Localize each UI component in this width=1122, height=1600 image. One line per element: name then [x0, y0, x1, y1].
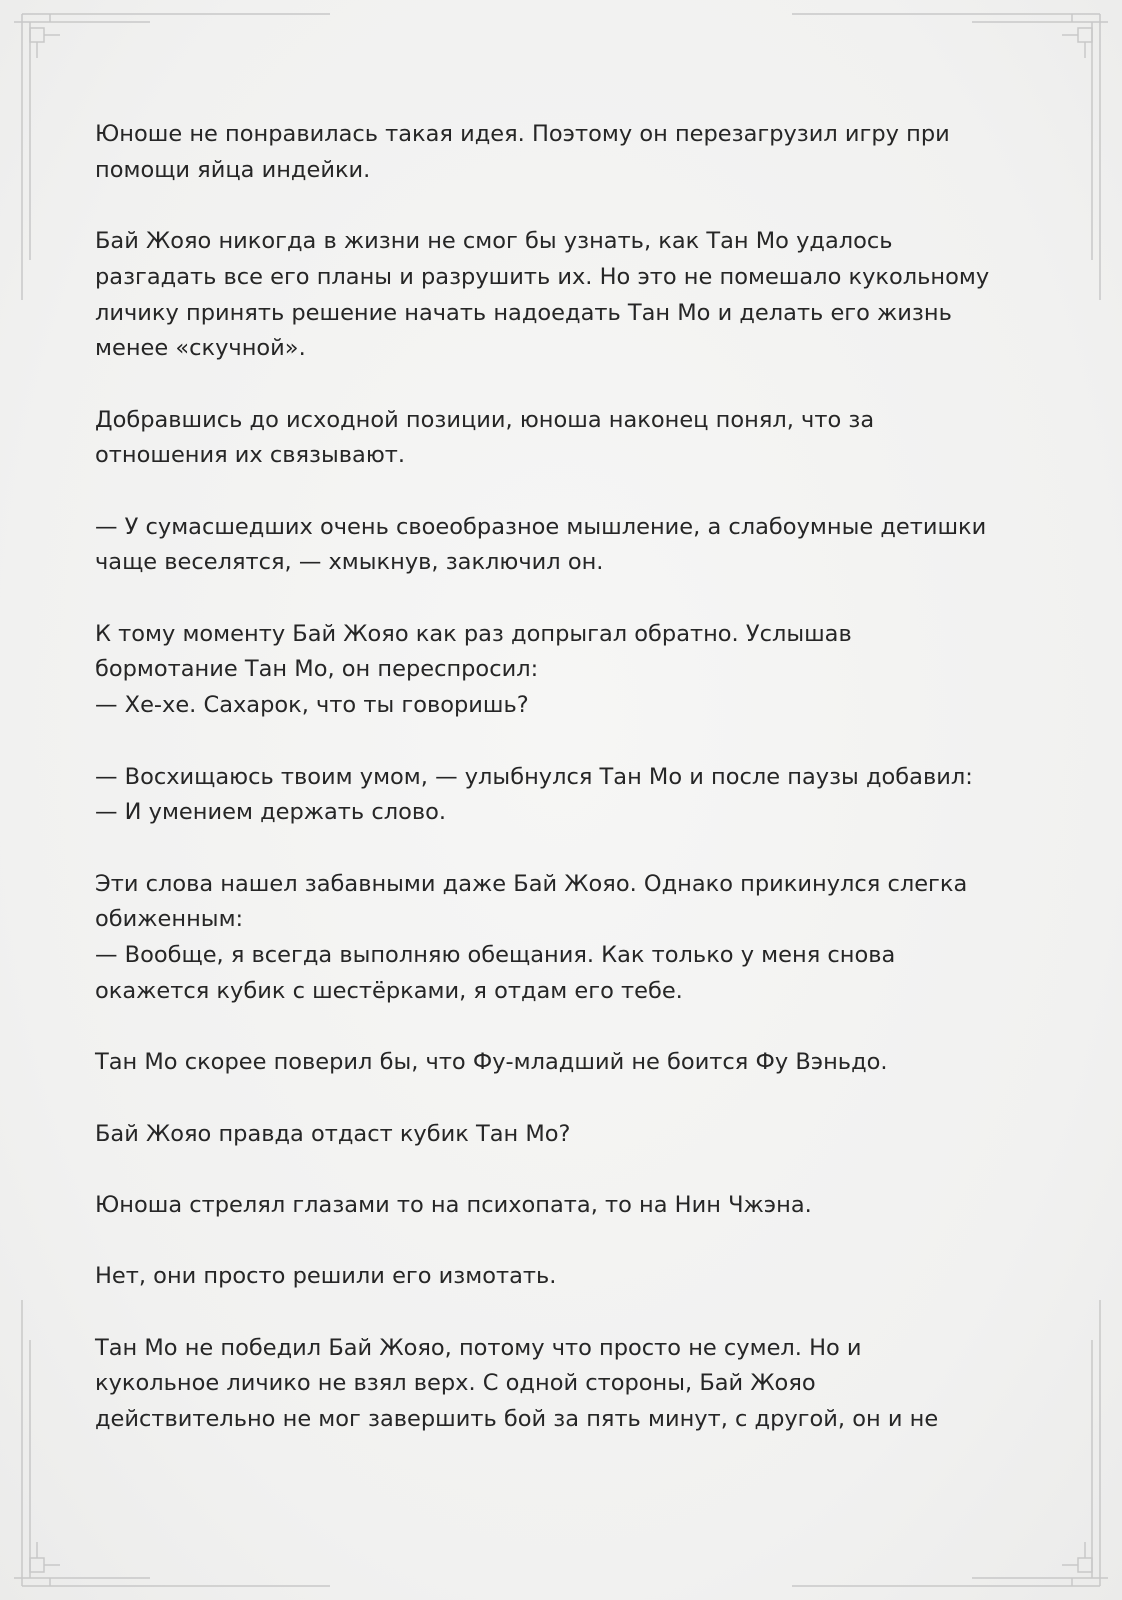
text-line: Тан Мо не победил Бай Жояо, потому что просто не сумел. Но и: [95, 1334, 862, 1361]
text-line: действительно не мог завершить бой за пять минут, с другой, он и не: [95, 1406, 939, 1433]
text-line: обиженным:: [95, 906, 244, 933]
chapter-text: [95, 117, 1035, 1474]
paragraph: [95, 867, 1035, 1010]
text-line: окажется кубик с шестёрками, я отдам его тебе.: [95, 977, 683, 1004]
text-line: помощи яйца индейки.: [95, 156, 371, 183]
text-line: Юноша стрелял глазами то на психопата, то на Нин Чжэна.: [95, 1191, 812, 1218]
text-line: К тому моменту Бай Жояо как раз допрыгал обратно. Услышав: [95, 620, 852, 647]
text-line: Юноше не понравилась такая идея. Поэтому он перезагрузил игру при: [95, 121, 950, 147]
text-line: Бай Жояо никогда в жизни не смог бы узнать, как Тан Мо удалось: [95, 228, 893, 255]
text-line: — Восхищаюсь твоим умом, — улыбнулся Тан Мо и после паузы добавил:: [95, 763, 973, 790]
paragraph: [95, 1045, 1035, 1081]
text-line: бормотание Тан Мо, он переспросил:: [95, 656, 539, 683]
paragraph: [95, 1117, 1035, 1153]
text-line: личику принять решение начать надоедать Тан Мо и делать его жизнь: [95, 299, 952, 326]
text-line: Бай Жояо правда отдаст кубик Тан Мо?: [95, 1120, 571, 1147]
text-line: — Хе-хе. Сахарок, что ты говоришь?: [95, 692, 529, 719]
text-line: отношения их связывают.: [95, 442, 406, 469]
paragraph: [95, 617, 1035, 724]
text-line: кукольное личико не взял верх. С одной стороны, Бай Жояо: [95, 1370, 816, 1397]
text-line: — У сумасшедших очень своеобразное мышление, а слабоумные детишки: [95, 513, 987, 540]
paragraph: [95, 760, 1035, 831]
paragraph: [95, 117, 1035, 188]
paragraph: [95, 510, 1035, 581]
text-line: Добравшись до исходной позиции, юноша наконец понял, что за: [95, 406, 875, 433]
text-line: менее «скучной».: [95, 335, 306, 362]
text-line: Нет, они просто решили его измотать.: [95, 1263, 557, 1290]
paragraph: [95, 1331, 1035, 1438]
paragraph: [95, 1259, 1035, 1295]
paragraph: [95, 403, 1035, 474]
text-line: Эти слова нашел забавными даже Бай Жояо. Однако прикинулся слегка: [95, 870, 968, 897]
text-line: Тан Мо скорее поверил бы, что Фу-младший не боится Фу Вэньдо.: [95, 1049, 888, 1076]
paragraph: [95, 1188, 1035, 1224]
text-line: разгадать все его планы и разрушить их. Но это не помешало кукольному: [95, 263, 990, 290]
text-line: чаще веселятся, — хмыкнув, заключил он.: [95, 549, 604, 576]
text-line: — И умением держать слово.: [95, 799, 447, 826]
text-line: — Вообще, я всегда выполняю обещания. Как только у меня снова: [95, 942, 896, 969]
paragraph: [95, 224, 1035, 367]
